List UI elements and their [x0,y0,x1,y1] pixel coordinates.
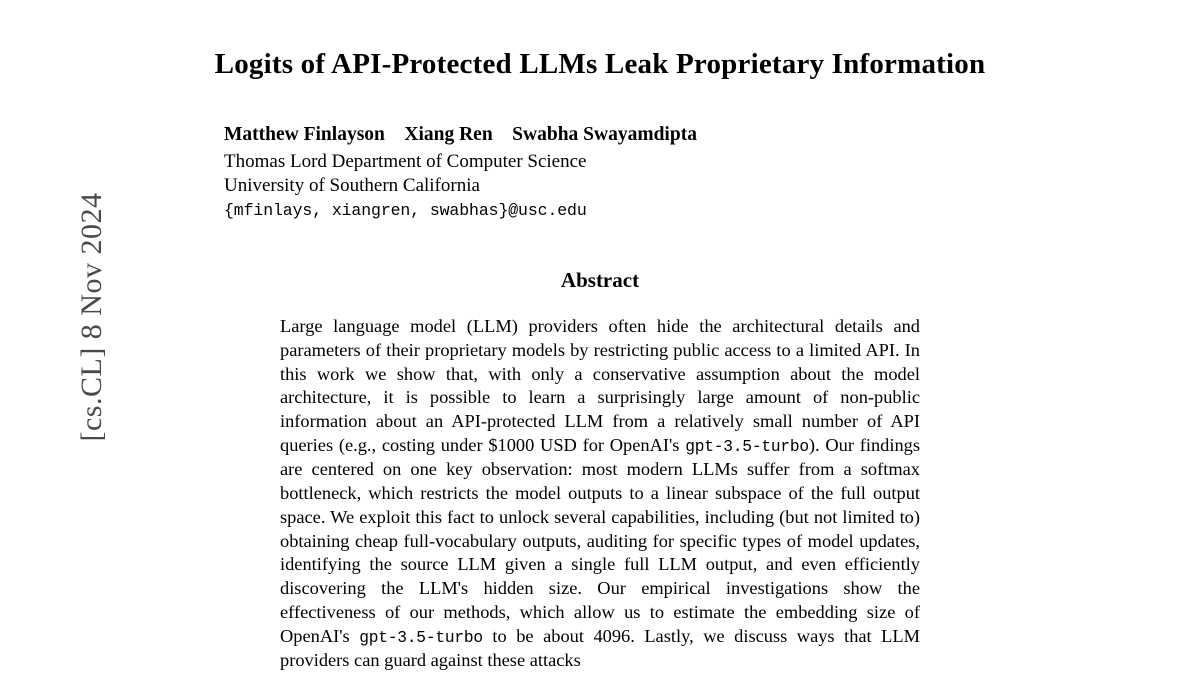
abstract-code-term: gpt-3.5-turbo [359,628,483,647]
author-names: Matthew Finlayson Xiang Ren Swabha Swayamdipta [224,124,697,145]
arxiv-identifier-stamp: [cs.CL] 8 Nov 2024 [75,192,108,442]
author-email: {mfinlays, xiangren, swabhas}@usc.edu [224,200,587,220]
author-block [224,124,924,220]
abstract-text-run: ). Our findings are centered on one key observation: most modern LLMs suffer from a softmax bottleneck, which restricts the model outputs to a linear subspace of the full output space. We exploit this fact to unlock several capabilities, including (but not limited to) obtaining cheap full-vocabulary outputs, auditing for specific types of model updates, identifying the source LLM given a single full LLM output, and even efficiently discovering the LLM's hidden size. Our empirical investigations show the effectiveness of our methods, which allow us to estimate the embedding size of OpenAI's [280,435,920,646]
affiliation-line-1: Thomas Lord Department of Computer Science [224,151,587,172]
abstract-body [280,315,920,673]
abstract-heading: Abstract [560,268,640,292]
abstract-code-term: gpt-3.5-turbo [685,438,809,457]
abstract-text-run: to be about 4096. Lastly, we discuss ways that LLM providers can guard against these attacks [280,625,920,670]
abstract-text-run: Large language model (LLM) providers often hide the architectural details and parameters of their proprietary models by restricting public access to a limited API. In this work we show that, with only a conservative assumption about the model architecture, it is possible to learn a surprisingly large amount of non-public information about an API-protected LLM from a relatively small number of API queries (e.g., costing under $1000 USD for OpenAI's [280,316,920,456]
affiliation-line-2: University of Southern California [224,175,480,197]
page-title: Logits of API-Protected LLMs Leak Proprietary Information [214,48,986,80]
